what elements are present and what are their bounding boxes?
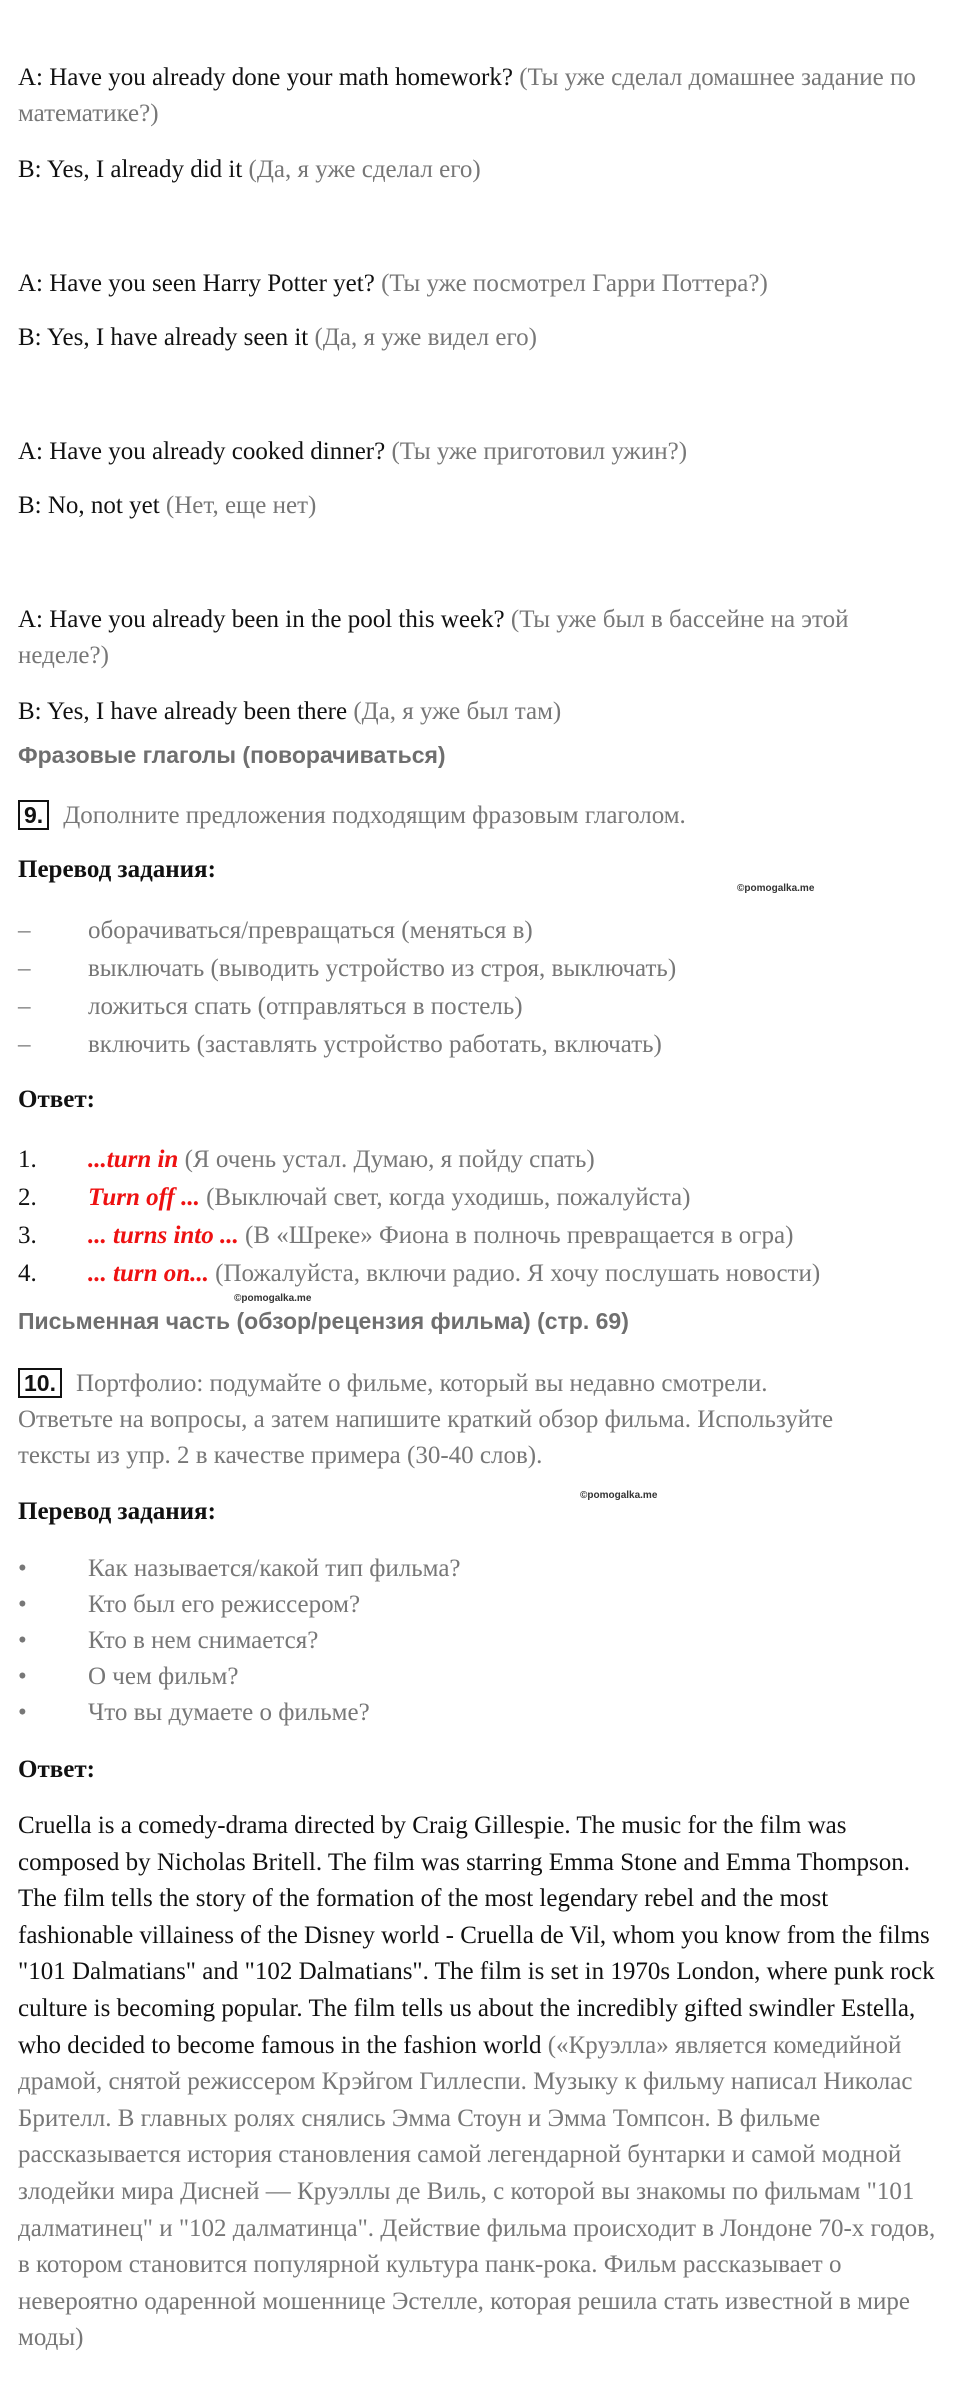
answer-item [18,1141,942,1179]
list-item [18,1026,942,1064]
list-item [18,1587,942,1623]
dialogue-4-answer [18,694,942,730]
answer-item [18,1179,942,1217]
section-heading-phrasal-verbs: Фразовые глаголы (поворачиваться) [18,742,446,768]
dash-marker: – [18,955,31,982]
answer-translation: (В «Шреке» Фиона в полночь превращается в огра) [238,1222,794,1249]
list-item [18,1659,942,1695]
review-russian: («Круэлла» является комедийной драмой, снятой режиссером Крэйгом Гиллеспи. Музыку к фильму написал Николас Брителл. В главных ролях снялись Эмма Стоун и Эмма Томпсон. В фильме рассказывается история становления самой легендарной бунтарки и самой модной злодейки мира Дисней — Круэллы де Виль, с которой вы знакомы по фильмам "101 далматинец" и "102 далматинца". Действие фильма происходит в Лондоне 70-х годов, в котором становится популярной культура панк-рока. Фильм рассказывает о невероятно одаренной мошеннице Эстелле, которая решила стать известной в мире моды) [18,2031,936,2352]
item-number: 3. [18,1222,37,1249]
english-text: B: Yes, I have already seen it [18,324,309,351]
answer-label: Ответ: [18,1086,95,1113]
dialogue-2-question [18,266,942,302]
item-number: 1. [18,1146,37,1173]
bullet-marker: • [18,1591,27,1618]
bullet-marker: • [18,1627,27,1654]
task-text: Портфолио: подумайте о фильме, который вы недавно смотрели. [75,1370,768,1397]
bullet-marker: • [18,1699,27,1726]
dialogue-4-question [18,602,942,674]
list-item [18,1695,942,1731]
dialogue-3-answer [18,488,942,524]
dialogue-3-question [18,434,942,470]
item-text: Кто был его режиссером? [88,1591,361,1618]
translation-label: Перевод задания: [18,1498,216,1525]
russian-translation: (Да, я уже видел его) [314,324,537,351]
task-text: Ответьте на вопросы, а затем напишите краткий обзор фильма. Используйте [18,1406,834,1433]
russian-translation: (Ты уже посмотрел Гарри Поттера?) [381,270,768,297]
list-item [18,950,942,988]
russian-translation: (Ты уже приготовил ужин?) [391,438,688,465]
english-text: B: Yes, I have already been there [18,698,348,725]
section-heading-film-review: Письменная часть (обзор/рецензия фильма) (стр. 69) [18,1308,629,1334]
review-english: Cruella is a comedy-drama directed by Craig Gillespie. The music for the film was composed by Nicholas Britell. The film was starring Emma Stone and Emma Thompson. The film tells the story of the formation of the most legendary rebel and the most fashionable villainess of the Disney world - Cruella de Vil, whom you know from the films "101 Dalmatians" and "102 Dalmatians". The film is set in 1970s London, where punk rock culture is becoming popular. The film tells us about the incredibly gifted swindler Estella, who decided to become famous in the fashion world [18,1812,935,2059]
english-text: B: Yes, I already did it [18,156,243,183]
item-text: Кто в нем снимается? [88,1627,319,1654]
english-text: B: No, not yet [18,492,160,519]
list-item [18,1551,942,1587]
list-item [18,1623,942,1659]
item-text: Что вы думаете о фильме? [88,1699,370,1726]
russian-translation: (Да, я уже сделал его) [248,156,481,183]
item-text: О чем фильм? [88,1663,239,1690]
dialogue-2-answer [18,320,942,356]
task-9 [18,798,942,834]
phrasal-verb-answer: ... turns into ... [88,1222,239,1249]
task-text: тексты из упр. 2 в качестве примера (30-40 слов). [18,1442,543,1469]
item-number: 4. [18,1260,37,1287]
translation-list [18,1551,942,1731]
russian-translation: (Ты уже был в бассейне на этой неделе?) [18,606,849,669]
dialogue-1-answer [18,152,942,188]
answer-item [18,1255,942,1293]
item-text: оборачиваться/превращаться (меняться в) [88,917,533,944]
english-text: A: Have you already been in the pool this week? [18,606,505,633]
dash-marker: – [18,917,31,944]
answer-translation: (Я очень устал. Думаю, я пойду спать) [178,1146,595,1173]
dash-marker: – [18,993,31,1020]
task-text: Дополните предложения подходящим фразовым глаголом. [63,802,686,829]
english-text: A: Have you already cooked dinner? [18,438,386,465]
dash-marker: – [18,1031,31,1058]
answer-list [18,1141,942,1293]
bullet-marker: • [18,1555,27,1582]
phrasal-verb-answer: ... turn on... [88,1260,209,1287]
answer-translation: (Пожалуйста, включи радио. Я хочу послушать новости) [208,1260,821,1287]
item-text: выключать (выводить устройство из строя, выключать) [88,955,677,982]
russian-translation: (Ты уже сделал домашнее задание по математике?) [18,64,916,127]
task-10 [18,1366,942,1474]
dialogue-1-question [18,60,942,132]
answer-label: Ответ: [18,1756,95,1783]
russian-translation: (Да, я уже был там) [353,698,562,725]
watermark: ©pomogalka.me [737,883,815,894]
phrasal-verb-answer: ...turn in [88,1146,179,1173]
item-number: 2. [18,1184,37,1211]
item-text: включить (заставлять устройство работать, включать) [88,1031,662,1058]
item-text: Как называется/какой тип фильма? [88,1555,461,1582]
translation-label: Перевод задания: [18,856,216,883]
list-item [18,988,942,1026]
phrasal-verb-answer: Turn off ... [88,1184,200,1211]
english-text: A: Have you already done your math homework? [18,64,513,91]
answer-translation: (Выключай свет, когда уходишь, пожалуйста) [199,1184,691,1211]
translation-list [18,912,942,1064]
film-review-text [18,1808,942,2357]
russian-translation: (Нет, еще нет) [165,492,317,519]
english-text: A: Have you seen Harry Potter yet? [18,270,375,297]
answer-item [18,1217,942,1255]
task-number-badge: 9. [18,800,49,830]
task-number-badge: 10. [18,1368,62,1398]
watermark: ©pomogalka.me [234,1293,312,1304]
item-text: ложиться спать (отправляться в постель) [88,993,523,1020]
list-item [18,912,942,950]
bullet-marker: • [18,1663,27,1690]
watermark: ©pomogalka.me [580,1490,658,1501]
